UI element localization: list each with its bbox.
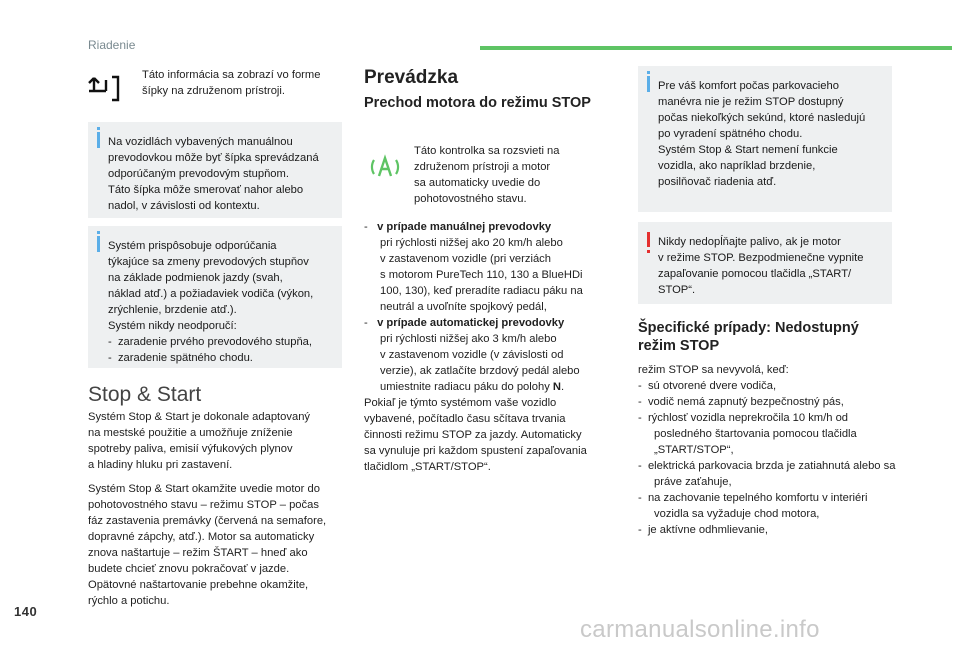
operation-title: Prevádzka [364,67,459,88]
stop-mode-subtitle: Prechod motora do režimu STOP [364,95,591,111]
manual-gearbox-info-box: Na vozidlách vybavených manuálnou prevodovkou môže byť šípka sprevádzaná odporúčaným prevodovým stupňom. Táto šípka môže smerovať nahor alebo nadol, v závislosti od kontextu. [88,122,342,218]
header-accent-rule [480,46,952,50]
section-label: Riadenie [88,38,136,52]
warning-mark-icon [647,232,650,247]
page-number: 140 [14,604,38,619]
gear-recommendation-info-box: Systém prispôsobuje odporúčania týkajúce sa zmeny prevodových stupňov na základe podmienok jazdy (svah, náklad atď.) a požiadaviek vodiča (výkon, zrýchlenie, brzdenie atď.). Systém nikdy neodporučí: - zaradenie prvého prevodového stupňa, - zaradenie spätného chodu. [88,226,342,368]
special-cases-title: Špecifické prípady: Nedostupný režim STOP [638,320,859,354]
list-item: - rýchlosť vozidla neprekročila 10 km/h od posledného štartovania pomocou tlačidla „START/STOP“, [638,412,857,456]
arrow-info-text: Táto informácia sa zobrazí vo forme šípky na združenom prístroji. [142,69,321,97]
list-item: umiestnite radiacu páku do polohy N. [380,381,565,393]
stop-start-paragraph-2: Systém Stop & Start okamžite uvedie motor do pohotovostného stavu – režimu STOP – počas fáz zastavenia premávky (červená na semafore, dopravné zápchy, atď.). Motor sa automaticky znova naštartuje – režim ŠTART – hneď ako budete chcieť znovu pokračovať v jazde. Opätovné naštartovanie prebehne okamžite, rýchlo a potichu. [88,483,327,607]
list-item: - v prípade automatickej prevodovky [364,317,565,329]
special-cases-list: režim STOP sa nevyvolá, keď: - sú otvorené dvere vodiča, - vodič nemá zapnutý bezpečnostný pás, - rýchlosť vozidla neprekročila 10 km/h od posledného štartovania pomocou tlačidla „START/STOP“, - elektrická parkovacia brzda je zatiahnutá alebo sa práve zaťahuje, - na zachovanie tepelného komfortu v interiéri vozidla sa vyžaduje chod motora, - je aktívne odhmlievanie, [638,364,896,536]
parking-manoeuvre-info-box: Pre váš komfort počas parkovacieho manévra nie je režim STOP dostupný počas niekoľkých sekúnd, ktoré nasledujú po vyradení spätného chodu. Systém Stop & Start nemení funkcie vozidla, ako napríklad brzdenie, posilňovač riadenia atď. [638,66,892,212]
info-mark-icon [97,236,100,252]
stop-start-indicator-icon [370,152,400,182]
list-item: - v prípade manuálnej prevodovky [364,221,552,233]
list-item: - elektrická parkovacia brzda je zatiahnutá alebo sa práve zaťahuje, [638,460,896,488]
info-mark-icon [97,132,100,148]
gear-shift-arrow-icon [86,72,128,102]
indicator-lamp-text: Táto kontrolka sa rozsvieti na združenom prístroji a motor sa automaticky uvedie do pohotovostného stavu. [414,145,560,205]
list-item: - sú otvorené dvere vodiča, [638,380,777,392]
list-item: - vodič nemá zapnutý bezpečnostný pás, [638,396,844,408]
list-item: - je aktívne odhmlievanie, [638,524,768,536]
info-mark-icon [647,76,650,92]
watermark: carmanualsonline.info [580,616,820,643]
stop-conditions-list: - v prípade manuálnej prevodovky pri rýchlosti nižšej ako 20 km/h alebo v zastavenom vozidle (pri verziách s motorom PureTech 110, 130 a BlueHDi 100, 130), keď preradíte radiacu páku na neutrál a uvoľníte spojkový pedál, - v prípade automatickej prevodovky pri rýchlosti nižšej ako 3 km/h alebo v zastavenom vozidle (v závislosti od verzie), ak zatlačíte brzdový pedál alebo umiestnite radiacu páku do polohy N. Pokiaľ je týmto systémom vaše vozidlo vybavené, počítadlo času sčítava trvania činnosti režimu STOP za jazdy. Automaticky sa vynuluje pri každom spustení zapaľovania tlačidlom „START/STOP“. [364,219,614,475]
stop-start-paragraph-1: Systém Stop & Start je dokonale adaptovaný na mestské použitie a umožňuje zníženie spotreby paliva, emisií výfukových plynov a hladiny hluku pri zastavení. [88,411,311,471]
list-item: - na zachovanie tepelného komfortu v interiéri vozidla sa vyžaduje chod motora, [638,492,868,520]
stop-start-title: Stop & Start [88,383,202,406]
refuelling-warning-box: Nikdy nedopĺňajte palivo, ak je motor v režime STOP. Bezpodmienečne vypnite zapaľovanie pomocou tlačidla „START/ STOP“. [638,222,892,304]
